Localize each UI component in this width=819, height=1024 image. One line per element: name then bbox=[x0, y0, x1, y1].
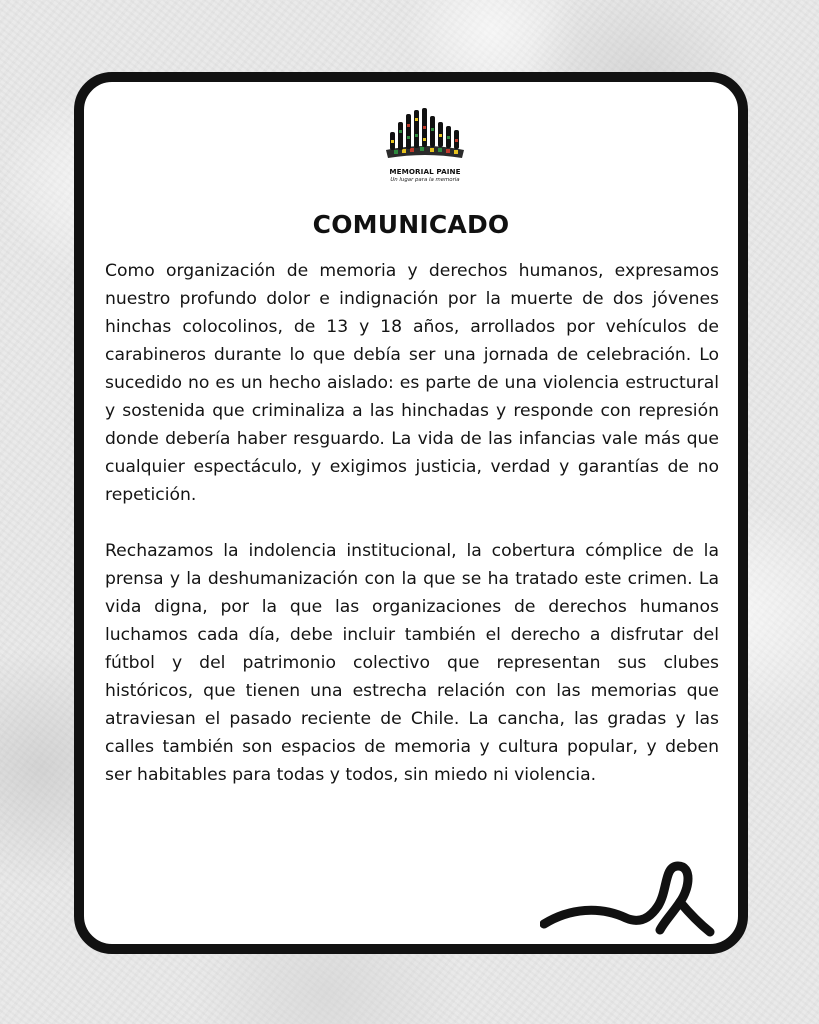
organization-tagline: Un lugar para la memoria bbox=[390, 177, 460, 183]
organization-name: MEMORIAL PAINE bbox=[389, 167, 461, 176]
statement-title: COMUNICADO bbox=[312, 210, 510, 239]
statement-card bbox=[74, 72, 748, 954]
statement-paragraph-2: Rechazamos la indolencia institucional, la cobertura cómplice de la prensa y la deshumanización con la que se ha tratado este crimen. La vida digna, por la que las organizaciones de derechos humanos luchamos cada día, debe incluir también el derecho a disfrutar del fútbol y del patrimonio colectivo que representan sus clubes históricos, que tienen una estrecha relación con las memorias que atraviesan el pasado reciente de Chile. La cancha, las gradas y las calles también son espacios de memoria y cultura popular, y deben ser habitables para todas y todos, sin miedo ni violencia. bbox=[105, 541, 719, 785]
memorial-paine-logo bbox=[380, 106, 470, 190]
statement-body bbox=[105, 257, 719, 817]
mourning-ribbon bbox=[540, 858, 720, 938]
memorial-columns-icon bbox=[380, 106, 470, 166]
statement-paragraph-1: Como organización de memoria y derechos humanos, expresamos nuestro profundo dolor e indignación por la muerte de dos jóvenes hinchas colocolinos, de 13 y 18 años, arrollados por vehículos de carabineros durante lo que debía ser una jornada de celebración. Lo sucedido no es un hecho aislado: es parte de una violencia estructural y sostenida que criminaliza a las hinchadas y responde con represión donde debería haber resguardo. La vida de las infancias vale más que cualquier espectáculo, y exigimos justicia, verdad y garantías de no repetición. bbox=[105, 261, 719, 505]
mourning-ribbon-icon bbox=[540, 858, 720, 938]
